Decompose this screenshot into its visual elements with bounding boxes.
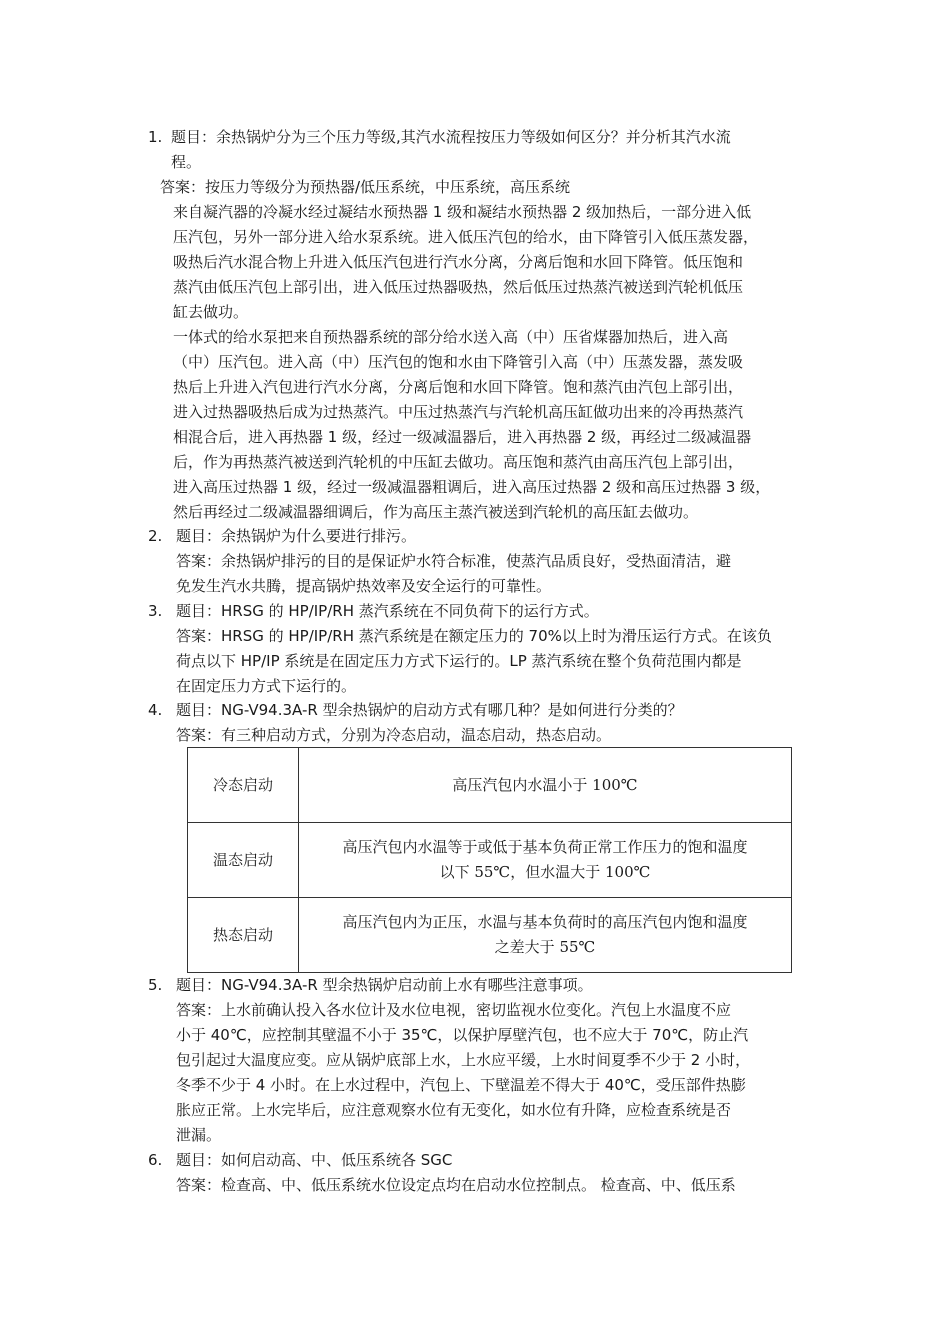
- question-text: 题目：余热锅炉为什么要进行排污。: [176, 527, 417, 545]
- item-number: 1.: [148, 128, 163, 146]
- item-number: 6.: [148, 1151, 163, 1169]
- table-row: [188, 823, 792, 898]
- question-text: 题目：如何启动高、中、低压系统各 SGC: [176, 1151, 453, 1169]
- question-text: 程。: [171, 153, 202, 171]
- table-cell-desc: 高压汽包内水温等于或低于基本负荷正常工作压力的饱和温度 以下 55℃，但水温大于 100℃: [299, 823, 792, 898]
- startup-mode-table: [187, 747, 792, 973]
- answer-paragraph: 答案：余热锅炉排污的目的是保证炉水符合标准，使蒸汽品质良好，受热面清洁，避 免发生汽水共腾，提高锅炉热效率及安全运行的可靠性。: [176, 552, 732, 595]
- question-text: 题目：NG-V94.3A-R 型余热锅炉启动前上水有哪些注意事项。: [176, 976, 593, 994]
- table-cell-mode: 温态启动: [188, 823, 299, 898]
- table-cell-mode: 冷态启动: [188, 748, 299, 823]
- question-text: 题目：HRSG 的 HP/IP/RH 蒸汽系统在不同负荷下的运行方式。: [176, 602, 599, 620]
- question-text: 题目：NG-V94.3A-R 型余热锅炉的启动方式有哪几种？是如何进行分类的？: [176, 701, 683, 719]
- answer-paragraph: 一体式的给水泵把来自预热器系统的部分给水送入高（中）压省煤器加热后，进入高 （中）压汽包。进入高（中）压汽包的饱和水由下降管引入高（中）压蒸发器，蒸发吸 热后上升进入汽包进行汽水分离，分离后饱和水回下降管。饱和蒸汽由汽包上部引出， 进入过热器吸热后成为过热蒸汽。中压过热蒸汽与汽轮机高压缸做功出来的冷再热蒸汽 相混合后，进入再热器 1 级，经过一级减温器后，进入再热器 2 级，再经过二级减温器 后，作为再热蒸汽被送到汽轮机的中压缸去做功。高压饱和蒸汽由高压汽包上部引出， 进入高压过热器 1 级，经过一级减温器粗调后，进入高压过热器 2 级和高压过热器 3 级， 然后再经过二级减温器细调后，作为高压主蒸汽被送到汽轮机的高压缸去做功。: [173, 328, 771, 521]
- table-row: [188, 898, 792, 973]
- table-cell-mode: 热态启动: [188, 898, 299, 973]
- table-cell-desc: 高压汽包内水温小于 100℃: [299, 748, 792, 823]
- table-row: [188, 748, 792, 823]
- item-number: 4.: [148, 701, 163, 719]
- answer-text: 答案：按压力等级分为预热器/低压系统，中压系统，高压系统: [160, 178, 571, 196]
- item-number: 2.: [148, 527, 163, 545]
- answer-paragraph: 答案：上水前确认投入各水位计及水位电视，密切监视水位变化。汽包上水温度不应 小于 40℃，应控制其壁温不小于 35℃，以保护厚壁汽包，也不应大于 70℃，防止汽 包引起过大温度应变。应从锅炉底部上水，上水应平缓，上水时间夏季不少于 2 小时， 冬季不少于 4 小时。在上水过程中，汽包上、下壁温差不得大于 40℃，受压部件热膨 胀应正常。上水完毕后，应注意观察水位有无变化，如水位有升降，应检查系统是否 泄漏。: [176, 1001, 751, 1144]
- table-cell-desc: 高压汽包内为正压，水温与基本负荷时的高压汽包内饱和温度 之差大于 55℃: [299, 898, 792, 973]
- answer-paragraph: 来自凝汽器的冷凝水经过凝结水预热器 1 级和凝结水预热器 2 级加热后，一部分进入低 压汽包，另外一部分进入给水泵系统。进入低压汽包的给水，由下降管引入低压蒸发器， 吸热后汽水混合物上升进入低压汽包进行汽水分离，分离后饱和水回下降管。低压饱和 蒸汽由低压汽包上部引出，进入低压过热器吸热，然后低压过热蒸汽被送到汽轮机低压 缸去做功。: [173, 203, 759, 321]
- item-number: 3.: [148, 602, 163, 620]
- question-text: 题目：余热锅炉分为三个压力等级,其汽水流程按压力等级如何区分？并分析其汽水流: [171, 128, 731, 146]
- item-number: 5.: [148, 976, 163, 994]
- answer-text: 答案：有三种启动方式，分别为冷态启动，温态启动，热态启动。: [176, 726, 612, 744]
- answer-text: 答案：检查高、中、低压系统水位设定点均在启动水位控制点。 检查高、中、低压系: [176, 1176, 736, 1194]
- answer-paragraph: 答案：HRSG 的 HP/IP/RH 蒸汽系统是在额定压力的 70%以上时为滑压运行方式。在该负 荷点以下 HP/IP 系统是在固定压力方式下运行的。LP 蒸汽系统在整个负荷范围内都是 在固定压力方式下运行的。: [176, 627, 772, 695]
